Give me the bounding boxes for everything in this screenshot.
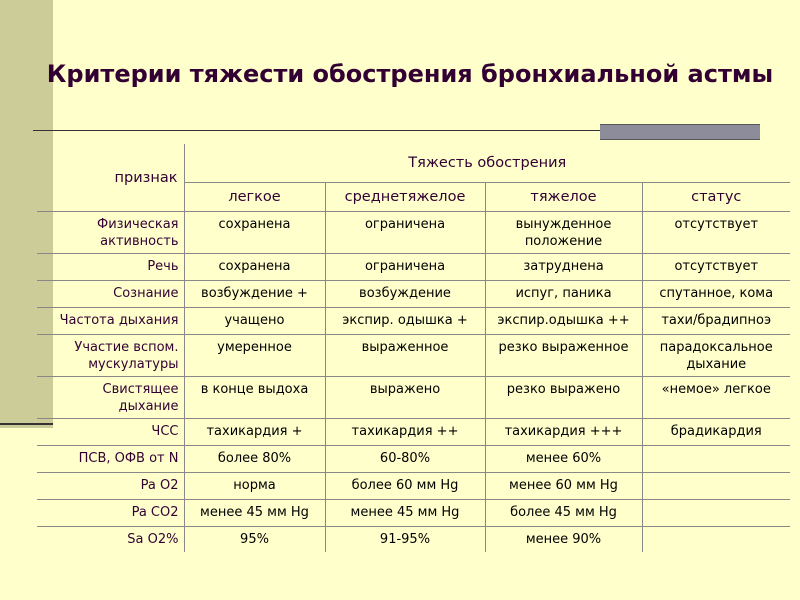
table-row [37,254,790,281]
table-cell: спутанное, кома [642,281,790,308]
row-label: Физическая активность [37,212,184,254]
table-cell: брадикардия [642,419,790,446]
table-cell: экспир. одышка + [325,308,485,335]
table-cell: выраженное [325,335,485,377]
table-cell: отсутствует [642,254,790,281]
table-row [37,446,790,473]
table-cell: тахикардия + [184,419,325,446]
table-cell: резко выраженное [485,335,642,377]
table-cell: 60-80% [325,446,485,473]
table-row [37,281,790,308]
table-cell: экспир.одышка ++ [485,308,642,335]
table-row [37,419,790,446]
table-row [37,335,790,377]
severity-criteria-table [37,144,790,552]
table-cell: возбуждение [325,281,485,308]
table-cell: испуг, паника [485,281,642,308]
column-header-mild: легкое [184,183,325,212]
table-cell: «немое» легкое [642,377,790,419]
table-cell: ограничена [325,254,485,281]
table-cell: ограничена [325,212,485,254]
table-cell: затруднена [485,254,642,281]
table-row [37,377,790,419]
table-cell: норма [184,473,325,500]
table-cell: в конце выдоха [184,377,325,419]
table-cell: учащено [184,308,325,335]
table-cell: сохранена [184,254,325,281]
title-divider-bar [600,124,760,140]
severity-group-header: Тяжесть обострения [184,144,790,183]
table-row [37,527,790,553]
table-cell: выражено [325,377,485,419]
table-row [37,473,790,500]
row-label: Сознание [37,281,184,308]
table-cell: возбуждение + [184,281,325,308]
table-cell: менее 60 мм Hg [485,473,642,500]
table-cell: менее 60% [485,446,642,473]
table-cell: более 45 мм Hg [485,500,642,527]
sign-column-header: признак [114,169,178,186]
row-label: Речь [37,254,184,281]
row-label: ПСВ, ОФВ от N [37,446,184,473]
table-cell [642,500,790,527]
column-header-moderate: среднетяжелое [325,183,485,212]
table-row [37,308,790,335]
row-label: ЧСС [37,419,184,446]
row-label: Pa CO2 [37,500,184,527]
table-cell: умеренное [184,335,325,377]
row-label: Свистящее дыхание [37,377,184,419]
table-cell: вынужденное положение [485,212,642,254]
column-header-status: статус [642,183,790,212]
table-cell: 95% [184,527,325,553]
table-row [37,500,790,527]
table-cell: более 60 мм Hg [325,473,485,500]
row-label: Pa O2 [37,473,184,500]
table-cell: тахи/брадипноэ [642,308,790,335]
table-cell: менее 45 мм Hg [325,500,485,527]
table-cell: тахикардия +++ [485,419,642,446]
table-row [37,212,790,254]
slide-title: Критерии тяжести обострения бронхиальной астмы [46,60,774,88]
row-label: Sa O2% [37,527,184,553]
table-cell: отсутствует [642,212,790,254]
row-label: Участие вспом. мускулатуры [37,335,184,377]
table-cell: сохранена [184,212,325,254]
table-cell: менее 45 мм Hg [184,500,325,527]
table-cell: резко выражено [485,377,642,419]
table-cell: парадоксальное дыхание [642,335,790,377]
table-cell: менее 90% [485,527,642,553]
table-cell: тахикардия ++ [325,419,485,446]
table-cell [642,527,790,553]
table-cell: 91-95% [325,527,485,553]
table-cell [642,446,790,473]
row-label: Частота дыхания [37,308,184,335]
column-header-severe: тяжелое [485,183,642,212]
table-header-row [37,144,790,183]
table-cell: более 80% [184,446,325,473]
table-cell [642,473,790,500]
